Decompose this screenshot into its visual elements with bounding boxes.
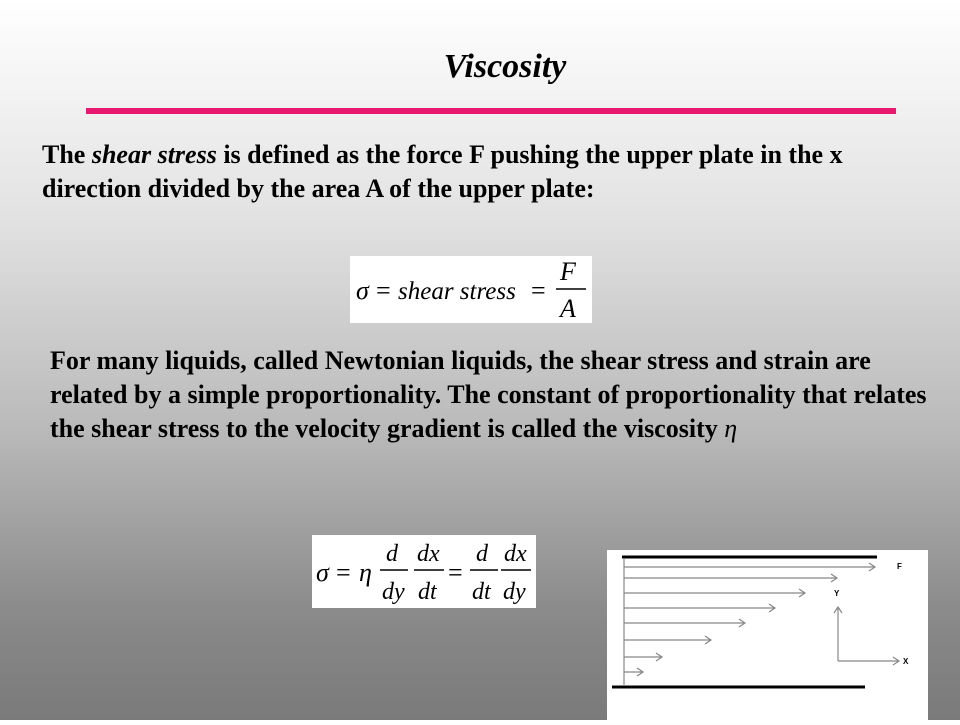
newtonian-paragraph — [50, 344, 930, 446]
velocity-arrows — [624, 563, 875, 676]
force-label: F — [897, 562, 902, 571]
eq2-eta: η — [359, 558, 372, 587]
title-underline — [86, 108, 896, 114]
eq2-dx1: dx — [417, 541, 440, 567]
velocity-profile-diagram — [607, 550, 928, 720]
shear-stress-equation — [350, 256, 592, 323]
eq2-dy2: dy — [503, 579, 526, 605]
eq2-equals2: = — [448, 558, 463, 587]
axes — [834, 607, 899, 665]
slide-title: Viscosity — [443, 48, 567, 85]
shear-stress-definition — [42, 138, 942, 206]
eq1-sigma: σ — [356, 276, 369, 305]
eq2-sigma: σ — [316, 558, 329, 587]
eq1-equals: = — [376, 276, 391, 305]
eq1-numerator: F — [560, 257, 576, 286]
definition-emphasis: shear stress — [91, 140, 217, 169]
viscosity-equation — [312, 535, 536, 608]
eq1-denominator: A — [560, 294, 576, 323]
eq2-d2: d — [476, 541, 488, 567]
eq2-equals: = — [336, 558, 351, 587]
x-axis-label: X — [903, 657, 909, 666]
eq1-equals2: = — [531, 276, 546, 305]
eq2-dy1: dy — [382, 579, 405, 605]
newtonian-text: For many liquids, called Newtonian liquids, the shear stress and strain are related by a simple proportionality. The constant of proportionality that relates the shear stress to the velocity gradient is called the viscosity — [50, 346, 927, 443]
definition-part1: The — [42, 140, 92, 169]
eta-symbol: η — [724, 414, 738, 443]
y-axis-label: Y — [834, 589, 840, 598]
eq2-dt2: dt — [472, 579, 491, 605]
eq2-dx2: dx — [504, 541, 527, 567]
eq2-dt1: dt — [418, 579, 437, 605]
eq1-text: shear stress — [398, 278, 516, 305]
definition-part2: is defined as the force F pushing the upper plate in the x direction divided by the area A of the upper plate: — [42, 140, 843, 203]
eq2-d1: d — [386, 541, 398, 567]
